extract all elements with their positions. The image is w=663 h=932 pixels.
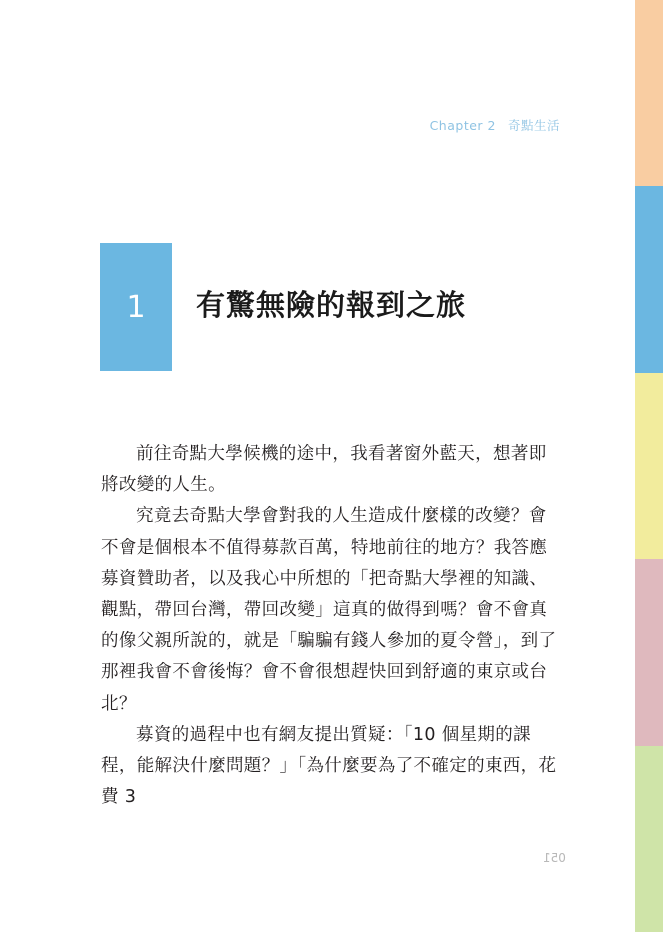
color-tab xyxy=(635,186,663,372)
page-number: 051 xyxy=(543,851,566,865)
color-tab xyxy=(635,0,663,186)
running-header xyxy=(380,116,560,134)
running-header-section: 奇點生活 xyxy=(507,118,560,133)
chapter-number-box xyxy=(100,243,172,371)
color-tab xyxy=(635,373,663,559)
chapter-number: 1 xyxy=(126,289,146,325)
running-header-chapter: Chapter 2 xyxy=(429,118,496,133)
paragraph: 募資的過程中也有網友提出質疑：「10 個星期的課程，能解決什麼問題？」「為什麼要為了不確定的東西，花費 3 xyxy=(101,724,557,808)
color-tab xyxy=(635,746,663,932)
color-tab-strip xyxy=(635,0,663,932)
color-tab xyxy=(635,559,663,745)
section-title: 有驚無險的報到之旅 xyxy=(196,288,467,322)
paragraph: 究竟去奇點大學會對我的人生造成什麼樣的改變？會不會是個根本不值得募款百萬，特地前往的地方？我答應募資贊助者，以及我心中所想的「把奇點大學裡的知識、觀點，帶回台灣，帶回改變」這真的做得到嗎？會不會真的像父親所說的，就是「騙騙有錢人參加的夏令營」，到了那裡我會不會後悔？會不會很想趕快回到舒適的東京或台北？ xyxy=(101,506,557,714)
body-text xyxy=(101,439,563,813)
paragraph: 前往奇點大學候機的途中，我看著窗外藍天，想著即將改變的人生。 xyxy=(101,444,547,496)
